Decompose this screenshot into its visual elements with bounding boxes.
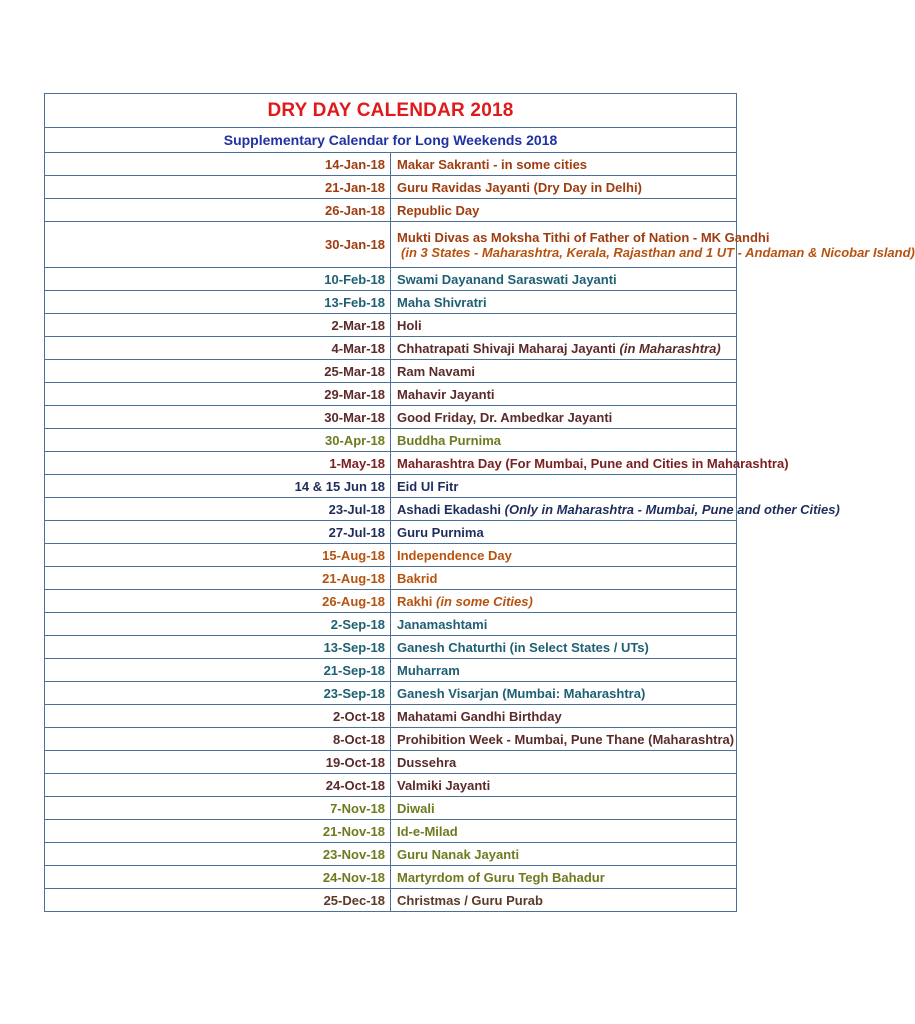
dry-day-calendar-table xyxy=(44,93,915,912)
calendar-row xyxy=(45,613,737,636)
row-occasion xyxy=(391,337,737,360)
occasion-text: Diwali xyxy=(397,800,435,816)
occasion-text: Buddha Purnima xyxy=(397,432,502,448)
calendar-row xyxy=(45,659,737,682)
occasion-text: Prohibition Week - Mumbai, Pune Thane (Maharashtra) xyxy=(397,731,735,747)
row-occasion xyxy=(391,613,737,636)
occasion-text: Independence Day xyxy=(397,547,512,563)
row-date: 13-Sep-18 xyxy=(45,636,391,659)
row-occasion xyxy=(391,498,840,521)
calendar-row xyxy=(45,866,737,889)
calendar-row xyxy=(45,590,737,613)
occasion-text: Mahatami Gandhi Birthday xyxy=(397,708,562,724)
occasion-text: Ram Navami xyxy=(397,363,476,379)
calendar-row xyxy=(45,406,737,429)
row-date: 27-Jul-18 xyxy=(45,521,391,544)
row-occasion xyxy=(391,567,737,590)
occasion-text: Holi xyxy=(397,317,422,333)
occasion-text: Guru Purnima xyxy=(397,524,484,540)
occasion-text: Bakrid xyxy=(397,570,438,586)
row-date: 21-Aug-18 xyxy=(45,567,391,590)
row-occasion xyxy=(391,866,737,889)
title-row xyxy=(45,94,737,128)
row-date: 2-Oct-18 xyxy=(45,705,391,728)
occasion-text: Christmas / Guru Purab xyxy=(397,892,543,908)
row-occasion xyxy=(391,751,737,774)
occasion-text: Guru Nanak Jayanti xyxy=(397,846,520,862)
occasion-detail: (in 3 States - Maharashtra, Kerala, Rajasthan and 1 UT - Andaman & Nicobar Island) xyxy=(401,244,915,260)
occasion-text: Guru Ravidas Jayanti (Dry Day in Delhi) xyxy=(397,179,642,195)
occasion-text: Good Friday, Dr. Ambedkar Jayanti xyxy=(397,409,613,425)
occasion-text: Rakhi xyxy=(397,593,433,609)
calendar-subtitle: Supplementary Calendar for Long Weekends 2018 xyxy=(45,128,737,153)
occasion-text: Makar Sakranti - in some cities xyxy=(397,156,588,172)
calendar-row xyxy=(45,222,737,268)
row-date: 2-Mar-18 xyxy=(45,314,391,337)
row-occasion xyxy=(391,544,737,567)
occasion-text: Ashadi Ekadashi xyxy=(397,501,502,517)
row-date: 21-Jan-18 xyxy=(45,176,391,199)
occasion-text: Republic Day xyxy=(397,202,480,218)
occasion-text: Ganesh Visarjan (Mumbai: Maharashtra) xyxy=(397,685,646,701)
row-occasion xyxy=(391,291,737,314)
row-occasion xyxy=(391,521,737,544)
occasion-text: Maha Shivratri xyxy=(397,294,487,310)
calendar-row xyxy=(45,498,737,521)
occasion-note: (in some Cities) xyxy=(436,593,533,609)
row-occasion xyxy=(391,659,737,682)
row-occasion xyxy=(391,774,737,797)
row-date: 2-Sep-18 xyxy=(45,613,391,636)
calendar-row xyxy=(45,705,737,728)
row-occasion xyxy=(391,889,737,912)
occasion-text: Janamashtami xyxy=(397,616,488,632)
calendar-row xyxy=(45,728,737,751)
calendar-row xyxy=(45,176,737,199)
occasion-text: Eid Ul Fitr xyxy=(397,478,459,494)
row-date: 30-Apr-18 xyxy=(45,429,391,452)
calendar-row xyxy=(45,843,737,866)
row-occasion xyxy=(391,452,789,475)
calendar-row xyxy=(45,567,737,590)
row-date: 30-Mar-18 xyxy=(45,406,391,429)
row-date: 14 & 15 Jun 18 xyxy=(45,475,391,498)
row-date: 19-Oct-18 xyxy=(45,751,391,774)
row-date: 23-Nov-18 xyxy=(45,843,391,866)
row-date: 23-Sep-18 xyxy=(45,682,391,705)
calendar-row xyxy=(45,291,737,314)
occasion-text: Mahavir Jayanti xyxy=(397,386,495,402)
row-date: 26-Aug-18 xyxy=(45,590,391,613)
calendar-row xyxy=(45,521,737,544)
row-date: 21-Sep-18 xyxy=(45,659,391,682)
row-occasion xyxy=(391,636,737,659)
row-occasion xyxy=(391,406,737,429)
occasion-note: (Only in Maharashtra - Mumbai, Pune and other Cities) xyxy=(504,501,840,517)
row-occasion xyxy=(391,682,737,705)
calendar-row xyxy=(45,475,737,498)
calendar-row xyxy=(45,268,737,291)
occasion-text: Ganesh Chaturthi (in Select States / UTs) xyxy=(397,639,649,655)
row-occasion xyxy=(391,199,737,222)
row-occasion xyxy=(391,820,737,843)
row-occasion xyxy=(391,590,737,613)
occasion-text: Martyrdom of Guru Tegh Bahadur xyxy=(397,869,605,885)
row-date: 10-Feb-18 xyxy=(45,268,391,291)
calendar-row xyxy=(45,314,737,337)
calendar-row xyxy=(45,751,737,774)
subtitle-row xyxy=(45,128,737,153)
occasion-text: Swami Dayanand Saraswati Jayanti xyxy=(397,271,617,287)
calendar-row xyxy=(45,199,737,222)
row-occasion xyxy=(391,383,737,406)
row-date: 7-Nov-18 xyxy=(45,797,391,820)
row-date: 8-Oct-18 xyxy=(45,728,391,751)
row-occasion xyxy=(391,797,737,820)
row-date: 24-Nov-18 xyxy=(45,866,391,889)
row-date: 15-Aug-18 xyxy=(45,544,391,567)
occasion-text: Mukti Divas as Moksha Tithi of Father of Nation - MK Gandhi xyxy=(397,229,770,245)
calendar-row xyxy=(45,153,737,176)
occasion-text: Chhatrapati Shivaji Maharaj Jayanti xyxy=(397,340,616,356)
row-occasion xyxy=(391,728,737,751)
calendar-row xyxy=(45,544,737,567)
calendar-row xyxy=(45,889,737,912)
calendar-row xyxy=(45,383,737,406)
occasion-note: (in Maharashtra) xyxy=(619,340,721,356)
occasion-text: Maharashtra Day (For Mumbai, Pune and Cities in Maharashtra) xyxy=(397,455,789,471)
row-occasion xyxy=(391,429,737,452)
calendar-title: DRY DAY CALENDAR 2018 xyxy=(45,94,737,128)
calendar-row xyxy=(45,774,737,797)
row-date: 26-Jan-18 xyxy=(45,199,391,222)
row-occasion xyxy=(391,843,737,866)
row-date: 21-Nov-18 xyxy=(45,820,391,843)
row-date: 13-Feb-18 xyxy=(45,291,391,314)
row-occasion xyxy=(391,153,737,176)
row-date: 24-Oct-18 xyxy=(45,774,391,797)
row-date: 14-Jan-18 xyxy=(45,153,391,176)
row-occasion xyxy=(391,475,737,498)
calendar-row xyxy=(45,636,737,659)
occasion-text: Dussehra xyxy=(397,754,457,770)
row-date: 1-May-18 xyxy=(45,452,391,475)
row-date: 25-Mar-18 xyxy=(45,360,391,383)
calendar-row xyxy=(45,360,737,383)
row-occasion xyxy=(391,360,737,383)
row-date: 29-Mar-18 xyxy=(45,383,391,406)
calendar-row xyxy=(45,337,737,360)
calendar-row xyxy=(45,452,737,475)
row-date: 25-Dec-18 xyxy=(45,889,391,912)
row-occasion xyxy=(391,222,915,268)
row-date: 30-Jan-18 xyxy=(45,222,391,268)
row-occasion xyxy=(391,705,737,728)
occasion-text: Id-e-Milad xyxy=(397,823,458,839)
occasion-text: Valmiki Jayanti xyxy=(397,777,491,793)
calendar-row xyxy=(45,429,737,452)
row-occasion xyxy=(391,268,737,291)
calendar-row xyxy=(45,797,737,820)
calendar-row xyxy=(45,682,737,705)
occasion-text: Muharram xyxy=(397,662,460,678)
row-date: 23-Jul-18 xyxy=(45,498,391,521)
row-occasion xyxy=(391,176,737,199)
row-date: 4-Mar-18 xyxy=(45,337,391,360)
calendar-row xyxy=(45,820,737,843)
row-occasion xyxy=(391,314,737,337)
